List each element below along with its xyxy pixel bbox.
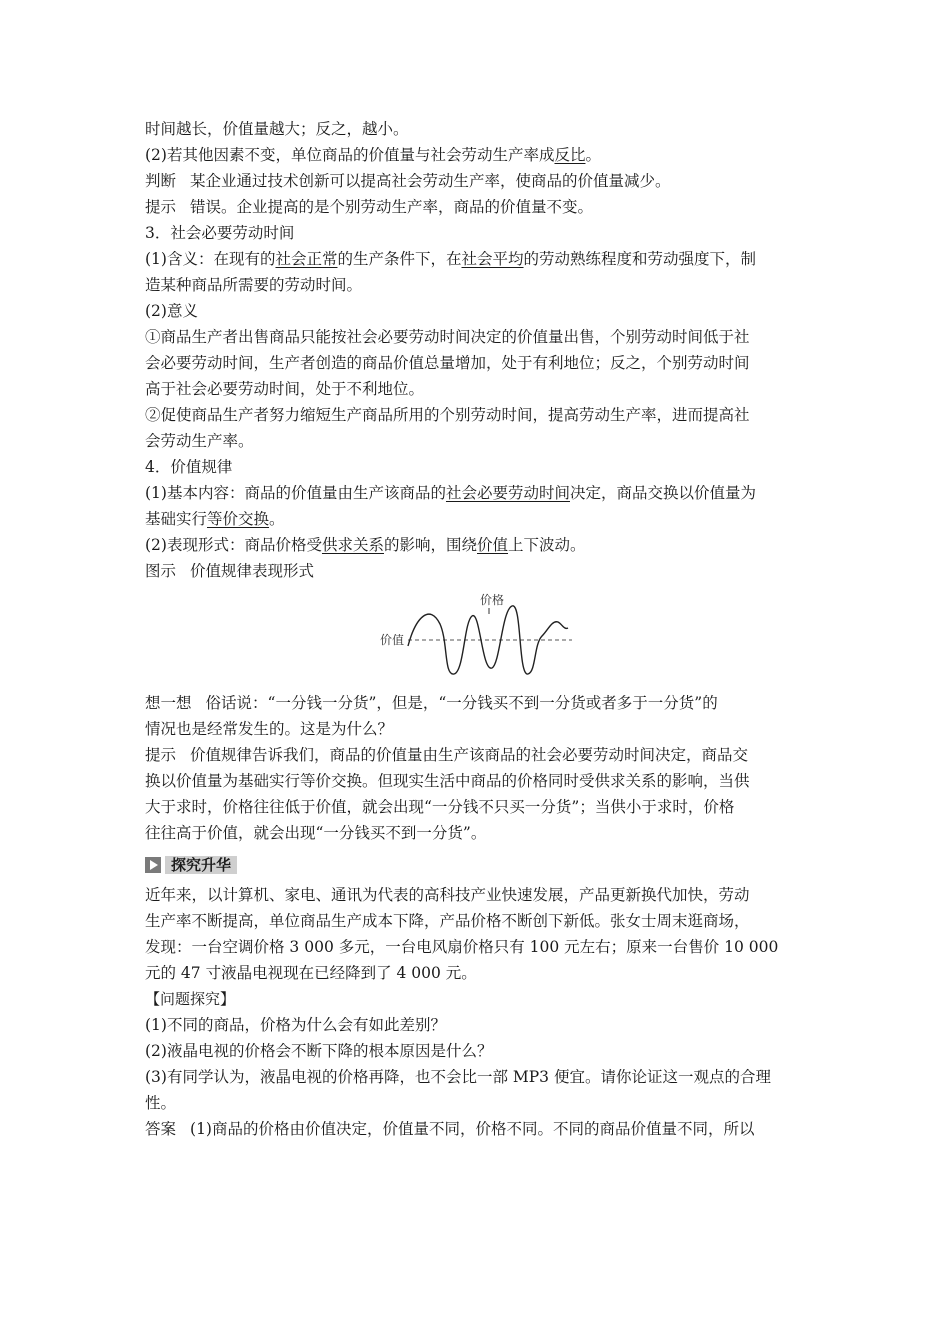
text: 性。 xyxy=(145,1094,177,1112)
paragraph xyxy=(145,246,810,272)
text: 的劳动熟练程度和劳动强度下，制 xyxy=(523,250,757,268)
hint-paragraph xyxy=(145,742,810,768)
text: 的影响，围绕 xyxy=(383,536,477,554)
answer-label: 答案 xyxy=(145,1120,177,1138)
text: 发现：一台空调价格 3 000 多元，一台电风扇价格只有 100 元左右；原来一台售价 10 000 xyxy=(145,938,779,956)
text: 价值规律告诉我们，商品的价值量由生产该商品的社会必要劳动时间决定，商品交 xyxy=(190,746,749,764)
section-heading xyxy=(145,856,810,874)
text: 决定，商品交换以价值量为 xyxy=(569,484,756,502)
paragraph xyxy=(145,324,810,350)
text: (1)基本内容：商品的价值量由生产该商品的 xyxy=(145,484,446,502)
text: 。 xyxy=(269,510,285,528)
text: 情况也是经常发生的。这是为什么？ xyxy=(145,720,394,738)
paragraph xyxy=(145,506,810,532)
paragraph xyxy=(145,794,810,820)
text: 往往高于价值，就会出现“一分钱买不到一分货”。 xyxy=(145,824,487,842)
figure-title: 价值规律表现形式 xyxy=(190,562,315,580)
underlined-term: 社会正常 xyxy=(275,250,338,268)
text: (3)有同学认为，液晶电视的价格再降，也不会比一部 MP3 便宜。请你论证这一观点的合理 xyxy=(145,1068,771,1086)
text: (1)商品的价格由价值决定，价值量不同，价格不同。不同的商品价值量不同，所以 xyxy=(190,1120,755,1138)
text: (2)液晶电视的价格会不断下降的根本原因是什么？ xyxy=(145,1042,493,1060)
text: 的生产条件下，在 xyxy=(337,250,462,268)
figure-caption xyxy=(145,558,810,584)
underlined-term: 价值 xyxy=(477,536,509,554)
play-triangle-icon xyxy=(145,857,161,873)
judge-label: 判断 xyxy=(145,172,177,190)
text: 。 xyxy=(585,146,601,164)
text: 近年来，以计算机、家电、通讯为代表的高科技产业快速发展，产品更新换代加快，劳动 xyxy=(145,886,750,904)
text: ②促使商品生产者努力缩短生产商品所用的个别劳动时间，提高劳动生产率，进而提高社 xyxy=(145,406,750,424)
judge-paragraph xyxy=(145,168,810,194)
paragraph xyxy=(145,298,810,324)
paragraph xyxy=(145,716,810,742)
paragraph xyxy=(145,480,810,506)
text: (2)意义 xyxy=(145,302,198,320)
paragraph xyxy=(145,934,810,960)
hint-paragraph xyxy=(145,194,810,220)
text: 会劳动生产率。 xyxy=(145,432,254,450)
figure-label: 图示 xyxy=(145,562,177,580)
paragraph xyxy=(145,350,810,376)
text: 高于社会必要劳动时间，处于不利地位。 xyxy=(145,380,425,398)
text: 上下波动。 xyxy=(508,536,586,554)
paragraph xyxy=(145,116,810,142)
text: 会必要劳动时间，生产者创造的商品价值总量增加，处于有利地位；反之，个别劳动时间 xyxy=(145,354,750,372)
paragraph xyxy=(145,908,810,934)
text: (1)不同的商品，价格为什么会有如此差别？ xyxy=(145,1016,446,1034)
text: 基础实行 xyxy=(145,510,208,528)
hint-label: 提示 xyxy=(145,198,177,216)
price-label: 价格 xyxy=(480,593,505,607)
paragraph xyxy=(145,1090,810,1116)
think-label: 想一想 xyxy=(145,694,192,712)
paragraph xyxy=(145,272,810,298)
text: 某企业通过技术创新可以提高社会劳动生产率，使商品的价值量减少。 xyxy=(190,172,671,190)
text: 错误。企业提高的是个别劳动生产率，商品的价值量不变。 xyxy=(190,198,594,216)
paragraph xyxy=(145,142,810,168)
paragraph xyxy=(145,428,810,454)
paragraph xyxy=(145,532,810,558)
question-item xyxy=(145,1038,810,1064)
text: (2)表现形式：商品价格受 xyxy=(145,536,322,554)
underlined-term: 反比 xyxy=(554,146,586,164)
text: 元的 47 寸液晶电视现在已经降到了 4 000 元。 xyxy=(145,964,477,982)
question-item xyxy=(145,1012,810,1038)
hint-label: 提示 xyxy=(145,746,177,764)
think-paragraph xyxy=(145,690,810,716)
answer-paragraph xyxy=(145,1116,810,1142)
paragraph xyxy=(145,882,810,908)
text: 大于求时，价格往往低于价值，就会出现“一分钱不只买一分货”；当供小于求时，价格 xyxy=(145,798,735,816)
price-wave-diagram xyxy=(372,586,582,686)
heading-text: 4．价值规律 xyxy=(145,458,233,476)
question-heading xyxy=(145,986,810,1012)
value-law-figure xyxy=(145,586,810,686)
underlined-term: 社会必要劳动时间 xyxy=(445,484,570,502)
text: 造某种商品所需要的劳动时间。 xyxy=(145,276,363,294)
text: 生产率不断提高，单位商品生产成本下降，产品价格不断创下新低。张女士周末逛商场， xyxy=(145,912,750,930)
underlined-term: 社会平均 xyxy=(461,250,524,268)
question-heading-text: 【问题探究】 xyxy=(145,990,236,1008)
text: ①商品生产者出售商品只能按社会必要劳动时间决定的价值量出售，个别劳动时间低于社 xyxy=(145,328,750,346)
paragraph xyxy=(145,402,810,428)
paragraph xyxy=(145,820,810,846)
question-item xyxy=(145,1064,810,1090)
value-label: 价值 xyxy=(380,633,405,647)
paragraph xyxy=(145,376,810,402)
text: (1)含义：在现有的 xyxy=(145,250,276,268)
section-title: 探究升华 xyxy=(165,856,237,874)
text: 俗话说：“一分钱一分货”，但是，“一分钱买不到一分货或者多于一分货”的 xyxy=(205,694,718,712)
paragraph xyxy=(145,768,810,794)
text: (2)若其他因素不变，单位商品的价值量与社会劳动生产率成 xyxy=(145,146,555,164)
heading xyxy=(145,220,810,246)
heading-text: 3．社会必要劳动时间 xyxy=(145,224,295,242)
underlined-term: 等价交换 xyxy=(207,510,270,528)
text: 换以价值量为基础实行等价交换。但现实生活中商品的价格同时受供求关系的影响，当供 xyxy=(145,772,750,790)
text: 时间越长，价值量越大；反之，越小。 xyxy=(145,120,409,138)
paragraph xyxy=(145,960,810,986)
underlined-term: 供求关系 xyxy=(321,536,384,554)
document-body xyxy=(145,116,810,1142)
heading xyxy=(145,454,810,480)
